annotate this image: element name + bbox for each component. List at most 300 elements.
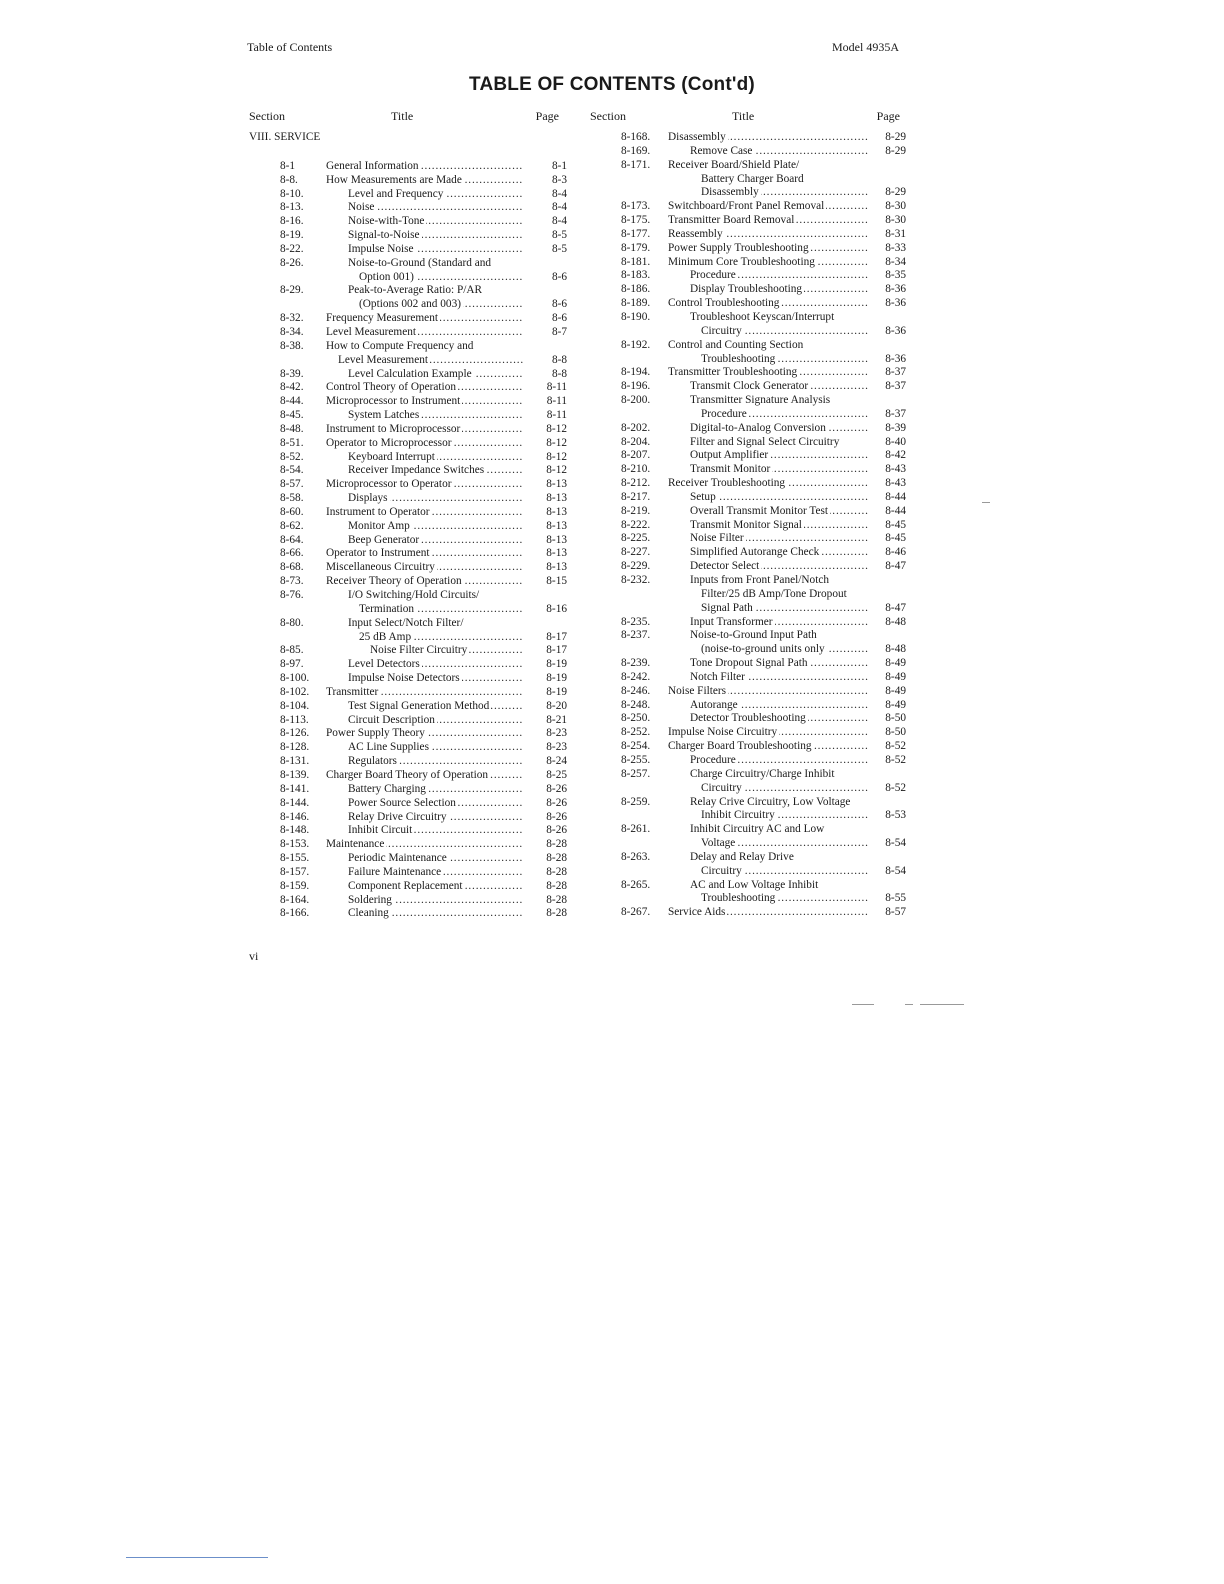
entry-page-number: 8-36 (885, 324, 906, 337)
entry-page-number: 8-36 (885, 297, 906, 310)
entry-title (690, 823, 868, 837)
entry-title (668, 685, 868, 699)
entry-title-text: Procedure (690, 269, 736, 282)
entry-page-number: 8-54 (885, 837, 906, 850)
entry-section-number: 8-186. (621, 283, 651, 296)
entry-title (690, 422, 868, 436)
entry-title-text: Signal-to-Noise (348, 229, 420, 242)
entry-section-number: 8-58. (280, 492, 304, 505)
entry-title-text: Level Detectors (348, 658, 420, 671)
entry-section-number: 8-10. (280, 187, 304, 200)
toc-entry (247, 354, 567, 368)
entry-page-number: 8-21 (546, 713, 567, 726)
toc-entry (590, 782, 906, 796)
entry-title (690, 380, 868, 394)
entry-title (326, 423, 523, 437)
entry-title (668, 242, 868, 256)
page-header: Page (876, 109, 900, 123)
toc-entry (590, 353, 906, 367)
entry-title-text: Peak-to-Average Ratio: P/AR (348, 284, 483, 297)
entry-title (701, 325, 868, 339)
entry-title-text: Input Transformer (690, 615, 773, 628)
toc-entry (247, 492, 567, 506)
entry-title (348, 534, 523, 548)
entry-page-number: 8-36 (885, 283, 906, 296)
toc-entry (590, 325, 906, 339)
toc-entry (590, 339, 906, 353)
entry-page-number: 8-24 (546, 755, 567, 768)
scan-artifact (982, 502, 990, 503)
entry-title (701, 837, 868, 851)
entry-page-number: 8-31 (885, 227, 906, 240)
toc-entry (590, 297, 906, 311)
entry-section-number: 8-146. (280, 810, 310, 823)
entry-title-text: Beep Generator (348, 533, 420, 546)
entry-title (348, 409, 523, 423)
entry-page-number: 8-4 (551, 215, 567, 228)
toc-entry (590, 671, 906, 685)
entry-title (338, 354, 523, 368)
entry-title (701, 173, 868, 187)
entry-section-number: 8-45. (280, 409, 304, 422)
scan-artifact (905, 1004, 913, 1005)
entry-title (359, 631, 523, 645)
entry-title (348, 672, 523, 686)
section-header: Section (249, 109, 285, 123)
entry-section-number: 8-13. (280, 201, 304, 214)
entry-title-text: Receiver Troubleshooting (668, 477, 786, 490)
toc-entry (247, 561, 567, 575)
toc-entry (590, 574, 906, 588)
entry-page-number: 8-7 (551, 325, 567, 338)
toc-entry (590, 712, 906, 726)
entry-title (701, 782, 868, 796)
toc-entry (247, 381, 567, 395)
entry-title-text: Detector Select (690, 560, 760, 573)
entry-section-number: 8-175. (621, 214, 651, 227)
entry-section-number: 8-210. (621, 463, 651, 476)
entry-page-number: 8-23 (546, 741, 567, 754)
toc-entry (590, 906, 906, 920)
entry-title (690, 657, 868, 671)
entry-page-number: 8-30 (885, 214, 906, 227)
toc-entry (247, 437, 567, 451)
entry-title-text: Setup (690, 490, 716, 503)
title-header: Title (732, 109, 755, 123)
toc-entry (247, 658, 567, 672)
toc-entry (590, 865, 906, 879)
entry-title (348, 714, 523, 728)
toc-entry (590, 145, 906, 159)
entry-title (348, 700, 523, 714)
entry-section-number: 8-212. (621, 477, 651, 490)
toc-entry (247, 368, 567, 382)
entry-page-number: 8-49 (885, 698, 906, 711)
entry-section-number: 8-261. (621, 823, 651, 836)
entry-section-number: 8-194. (621, 366, 651, 379)
entry-title (690, 505, 868, 519)
entry-title-text: Transmitter Troubleshooting (668, 366, 798, 379)
toc-entry (247, 644, 567, 658)
entry-title-text: General Information (326, 159, 419, 172)
entry-title-text: Noise Filters (668, 684, 727, 697)
entry-title (668, 906, 868, 920)
entry-title-text: Instrument to Operator (326, 505, 430, 518)
entry-title-text: Inputs from Front Panel/Notch (690, 574, 829, 586)
entry-section-number: 8-173. (621, 200, 651, 213)
entry-page-number: 8-5 (551, 229, 567, 242)
toc-entry (247, 838, 567, 852)
title-header: Title (391, 109, 414, 123)
entry-title-text: Input Select/Notch Filter/ (348, 616, 464, 629)
entry-title (701, 892, 868, 906)
entry-page-number: 8-39 (885, 421, 906, 434)
running-head-right: Model 4935A (832, 40, 899, 54)
entry-section-number: 8-190. (621, 310, 651, 323)
entry-title-text: Charger Board Theory of Operation (326, 768, 489, 781)
entry-title (326, 395, 523, 409)
entry-title-text: Receiver Theory of Operation (326, 575, 462, 588)
entry-section-number: 8-8. (280, 173, 298, 186)
entry-page-number: 8-26 (546, 824, 567, 837)
toc-entry (247, 451, 567, 465)
entry-title (690, 394, 868, 408)
entry-title-text: Minimum Core Troubleshooting (668, 255, 815, 268)
entry-page-number: 8-35 (885, 269, 906, 282)
toc-entry (590, 643, 906, 657)
entry-section-number: 8-259. (621, 795, 651, 808)
toc-entry (590, 602, 906, 616)
entry-title (348, 755, 523, 769)
toc-list-left (247, 131, 567, 921)
entry-page-number: 8-28 (546, 907, 567, 920)
entry-section-number: 8-126. (280, 727, 310, 740)
entry-title-text: Remove Case (690, 144, 753, 157)
entry-page-number: 8-55 (885, 892, 906, 905)
entry-section-number: 8-22. (280, 242, 304, 255)
entry-page-number: 8-29 (885, 131, 906, 143)
entry-title-text: Service Aids (668, 906, 726, 919)
entry-title-text: Control Troubleshooting (668, 297, 780, 310)
entry-title (690, 712, 868, 726)
entry-section-number: 8-225. (621, 532, 651, 545)
entry-title (701, 602, 868, 616)
entry-title-text: Keyboard Interrupt (348, 450, 435, 463)
entry-title-text: Transmit Clock Generator (690, 380, 809, 393)
entry-title-text: Displays (348, 492, 388, 505)
toc-entry (590, 699, 906, 713)
entry-page-number: 8-11 (546, 395, 567, 408)
entry-section-number: 8-97. (280, 658, 304, 671)
entry-title-text: I/O Switching/Hold Circuits/ (348, 589, 480, 601)
entry-section-number: 8-263. (621, 850, 651, 863)
toc-column-left (247, 109, 567, 921)
entry-page-number: 8-1 (551, 159, 567, 172)
toc-entry (590, 560, 906, 574)
entry-page-number: 8-52 (885, 753, 906, 766)
entry-title (348, 741, 523, 755)
entry-title-text: 25 dB Amp (359, 630, 412, 643)
toc-entry (247, 243, 567, 257)
toc-entry (590, 256, 906, 270)
entry-title-text: Transmitter (326, 685, 379, 698)
entry-section-number: 8-153. (280, 838, 310, 851)
entry-title (348, 451, 523, 465)
entry-title-text: Level Measurement (338, 353, 429, 366)
toc-entry (247, 215, 567, 229)
entry-title-text: Charger Board Troubleshooting (668, 740, 812, 753)
entry-title-text: Detector Troubleshooting (690, 712, 806, 725)
toc-entry (590, 477, 906, 491)
toc-entry (590, 436, 906, 450)
entry-section-number: 8-128. (280, 741, 310, 754)
entry-title (326, 547, 523, 561)
column-header-right (590, 109, 906, 131)
entry-title-text: Transmitter Signature Analysis (690, 394, 831, 407)
entry-title-text: Component Replacement (348, 879, 463, 892)
toc-entry (247, 783, 567, 797)
entry-page-number: 8-46 (885, 546, 906, 559)
entry-title-text: Output Amplifier (690, 449, 769, 462)
entry-title (690, 796, 868, 810)
toc-entry (590, 505, 906, 519)
entry-title (690, 449, 868, 463)
entry-title-text: Circuitry (701, 781, 742, 794)
toc-entry (247, 894, 567, 908)
entry-title (701, 809, 868, 823)
entry-title-text: Power Supply Theory (326, 727, 425, 740)
section-header: Section (590, 109, 626, 123)
entry-page-number: 8-4 (551, 187, 567, 200)
toc-entry (247, 340, 567, 354)
toc-entry (590, 408, 906, 422)
entry-section-number: 8-39. (280, 367, 304, 380)
entry-section-number: 8-229. (621, 560, 651, 573)
entry-title (348, 215, 523, 229)
entry-title (348, 797, 523, 811)
entry-title (326, 381, 523, 395)
entry-page-number: 8-28 (546, 879, 567, 892)
entry-title (668, 159, 868, 173)
entry-page-number: 8-28 (546, 893, 567, 906)
scan-artifact (852, 1004, 874, 1005)
toc-entry (247, 478, 567, 492)
entry-section-number: 8-51. (280, 436, 304, 449)
toc-entry (247, 547, 567, 561)
entry-title-text: Operator to Microprocessor (326, 436, 452, 449)
entry-page-number: 8-6 (551, 298, 567, 311)
entry-title (326, 575, 523, 589)
entry-title-text: Battery Charging (348, 782, 426, 795)
entry-title (348, 617, 523, 631)
entry-section-number: 8-68. (280, 561, 304, 574)
entry-page-number: 8-33 (885, 241, 906, 254)
toc-entry (247, 755, 567, 769)
entry-title-text: Noise-to-Ground (Standard and (348, 256, 492, 269)
entry-section-number: 8-239. (621, 657, 651, 670)
entry-page-number: 8-13 (546, 505, 567, 518)
entry-title (348, 589, 523, 603)
entry-page-number: 8-49 (885, 657, 906, 670)
toc-entry (247, 880, 567, 894)
toc-entry (247, 672, 567, 686)
entry-section-number: 8-232. (621, 574, 651, 586)
scan-artifact (920, 1004, 964, 1005)
entry-section-number: 8-179. (621, 241, 651, 254)
entry-title (359, 603, 523, 617)
entry-page-number: 8-37 (885, 407, 906, 420)
toc-entry (590, 283, 906, 297)
toc-entry (590, 366, 906, 380)
entry-title (690, 145, 868, 159)
entry-section-number: 8-104. (280, 699, 310, 712)
toc-entry (247, 326, 567, 340)
entry-title (348, 658, 523, 672)
entry-page-number: 8-49 (885, 670, 906, 683)
entry-title (348, 492, 523, 506)
entry-title-text: Level Measurement (326, 325, 417, 338)
entry-page-number: 8-48 (885, 643, 906, 656)
entry-section-number: 8-189. (621, 297, 651, 310)
entry-title (690, 851, 868, 865)
entry-title (348, 520, 523, 534)
entry-title (690, 629, 868, 643)
toc-entry (590, 131, 906, 145)
toc-entry (247, 160, 567, 174)
entry-section-number: 8-196. (621, 380, 651, 393)
entry-page-number: 8-13 (546, 519, 567, 532)
entry-page-number: 8-16 (546, 602, 567, 615)
entry-section-number: 8-202. (621, 421, 651, 434)
entry-page-number: 8-12 (546, 422, 567, 435)
entry-title-text: Relay Drive Circuitry (348, 810, 447, 823)
entry-page-number: 8-19 (546, 685, 567, 698)
entry-title-text: Inhibit Circuitry (701, 809, 775, 822)
entry-section-number: 8-237. (621, 629, 651, 642)
toc-entry (590, 657, 906, 671)
entry-title-text: Regulators (348, 755, 397, 768)
entry-title (690, 699, 868, 713)
toc-entry (247, 257, 567, 271)
entry-section-number: 8-76. (280, 589, 304, 601)
entry-section-number: 8-207. (621, 449, 651, 462)
running-head-left: Table of Contents (247, 40, 333, 54)
toc-entry (590, 491, 906, 505)
entry-title (348, 866, 523, 880)
entry-title-text: Option 001) (359, 270, 414, 283)
entry-page-number: 8-57 (885, 906, 906, 919)
entry-page-number: 8-34 (885, 255, 906, 268)
toc-entry (247, 907, 567, 921)
toc-column-right (590, 109, 906, 920)
page-header: Page (535, 109, 559, 123)
entry-title (326, 174, 523, 188)
entry-title-text: Impulse Noise (348, 242, 414, 255)
entry-title (348, 201, 523, 215)
entry-title (690, 879, 868, 893)
entry-page-number: 8-45 (885, 518, 906, 531)
entry-page-number: 8-4 (551, 201, 567, 214)
entry-title (348, 368, 523, 382)
entry-section-number: VIII. SERVICE (249, 131, 321, 143)
entry-title (690, 311, 868, 325)
entry-title-text: Procedure (690, 753, 736, 766)
entry-title (348, 257, 523, 271)
entry-title (348, 894, 523, 908)
entry-page-number: 8-26 (546, 796, 567, 809)
spacer-row (247, 145, 567, 160)
entry-title (668, 726, 868, 740)
toc-entry (247, 464, 567, 478)
entry-page-number: 8-13 (546, 561, 567, 574)
toc-entry (590, 796, 906, 810)
entry-title-text: Tone Dropout Signal Path (690, 657, 808, 670)
toc-entry (247, 811, 567, 825)
entry-title (690, 269, 868, 283)
entry-title-text: AC and Low Voltage Inhibit (690, 878, 819, 891)
entry-section-number: 8-267. (621, 906, 651, 919)
entry-title-text: Relay Crive Circuitry, Low Voltage (690, 795, 851, 808)
entry-section-number: 8-62. (280, 519, 304, 532)
entry-section-number: 8-48. (280, 422, 304, 435)
entry-page-number: 8-13 (546, 478, 567, 491)
entry-section-number: 8-16. (280, 215, 304, 228)
entry-section-number: 8-42. (280, 381, 304, 394)
entry-title-text: Noise Filter (690, 532, 744, 545)
toc-entry (590, 616, 906, 630)
entry-page-number: 8-3 (551, 173, 567, 186)
entry-section-number: 8-164. (280, 893, 310, 906)
entry-title-text: Monitor Amp (348, 519, 410, 532)
entry-title (326, 312, 523, 326)
toc-entry (590, 228, 906, 242)
entry-title (701, 408, 868, 422)
entry-section-number: 8-257. (621, 767, 651, 780)
entry-section-number: 8-169. (621, 144, 651, 157)
entry-section-number: 8-155. (280, 852, 310, 865)
entry-title (326, 478, 523, 492)
entry-title (348, 243, 523, 257)
toc-entry (247, 423, 567, 437)
entry-page-number: 8-28 (546, 838, 567, 851)
entry-title-text: Cleaning (348, 907, 389, 920)
entry-section-number: 8-85. (280, 644, 304, 657)
toc-entry (590, 200, 906, 214)
toc-entry (590, 546, 906, 560)
entry-title-text: AC Line Supplies (348, 741, 429, 754)
entry-page-number: 8-6 (551, 270, 567, 283)
entry-section-number: 8-32. (280, 312, 304, 325)
entry-title-text: Disassembly (701, 186, 759, 199)
entry-page-number: 8-36 (885, 352, 906, 365)
toc-entry (590, 879, 906, 893)
toc-entry (590, 380, 906, 394)
entry-title (690, 283, 868, 297)
entry-title-text: (noise-to-ground units only (701, 643, 825, 656)
toc-entry (247, 284, 567, 298)
entry-section-number: 8-73. (280, 575, 304, 588)
entry-section-number: 8-252. (621, 726, 651, 739)
entry-page-number: 8-19 (546, 658, 567, 671)
entry-page-number: 8-44 (885, 504, 906, 517)
toc-entry (590, 768, 906, 782)
toc-entry (247, 201, 567, 215)
entry-section-number: 8-26. (280, 256, 304, 269)
entry-title-text: Level Calculation Example (348, 367, 472, 380)
entry-title (690, 436, 868, 450)
entry-title (326, 686, 523, 700)
entry-title (690, 546, 868, 560)
